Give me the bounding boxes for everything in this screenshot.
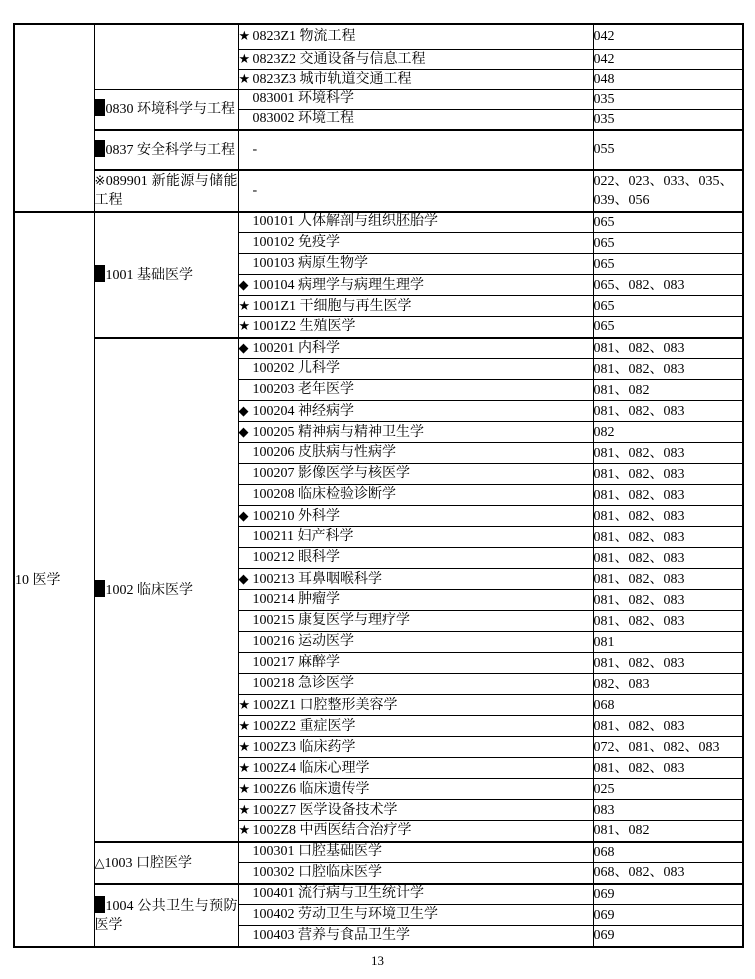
college-codes-text: 081、082 <box>593 823 650 839</box>
program-label: - <box>252 141 258 157</box>
discipline-group-cell <box>94 24 238 89</box>
program-cell <box>238 401 593 422</box>
discipline-label: 089901 新能源与储能工程 <box>94 174 238 208</box>
program-label: 100202 儿科学 <box>252 361 340 376</box>
college-codes-text: 022、023、033、035、039、056 <box>593 173 734 208</box>
college-codes-cell <box>593 275 743 296</box>
program-label: 100217 麻醉学 <box>252 655 340 670</box>
college-codes-text: 069 <box>593 907 615 923</box>
college-codes-cell <box>593 653 743 674</box>
program-cell <box>238 548 593 569</box>
program-cell <box>238 779 593 800</box>
college-codes-cell <box>593 800 743 821</box>
program-cell <box>238 800 593 821</box>
college-codes-text: 065 <box>593 298 615 314</box>
college-codes-cell <box>593 464 743 485</box>
college-codes-cell <box>593 842 743 863</box>
program-label: 100210 外科学 <box>252 508 340 524</box>
program-label: 100103 病原生物学 <box>252 256 368 271</box>
college-codes-cell <box>593 695 743 716</box>
star-icon: ★ <box>238 780 251 796</box>
discipline-group-cell <box>94 212 238 338</box>
program-cell <box>238 758 593 779</box>
program-label: 1002Z1 口腔整形美容学 <box>252 697 398 713</box>
program-label: 100214 肿瘤学 <box>252 592 340 607</box>
college-codes-text: 081、082、083 <box>593 466 685 482</box>
program-label: 100301 口腔基础医学 <box>252 844 382 860</box>
program-label: 1002Z8 中西医结合治疗学 <box>252 823 412 839</box>
table-row <box>14 842 743 863</box>
discipline-group-cell <box>94 842 238 884</box>
college-codes-text: 081、082、083 <box>593 529 685 545</box>
college-codes-text: 082 <box>593 424 615 440</box>
college-codes-cell <box>593 506 743 527</box>
discipline-table <box>13 23 744 948</box>
college-codes-text: 081、082、083 <box>593 550 685 566</box>
program-cell <box>238 170 593 212</box>
college-codes-text: 069 <box>593 886 615 902</box>
program-cell <box>238 590 593 611</box>
program-cell <box>238 905 593 926</box>
star-icon: ★ <box>238 822 251 838</box>
black-bar-icon <box>95 580 105 597</box>
discipline-group-cell <box>94 130 238 170</box>
program-cell <box>238 611 593 632</box>
category-cell <box>14 24 94 212</box>
star-icon: ★ <box>238 738 251 754</box>
star-icon: ★ <box>238 717 251 733</box>
college-codes-text: 025 <box>593 781 615 797</box>
college-codes-text: 065 <box>593 319 615 335</box>
star-icon: ★ <box>238 759 251 775</box>
program-label: 100207 影像医学与核医学 <box>252 466 410 481</box>
college-codes-cell <box>593 401 743 422</box>
program-cell <box>238 296 593 317</box>
college-codes-cell <box>593 69 743 89</box>
college-codes-text: 081、082、083 <box>593 655 685 671</box>
program-cell <box>238 926 593 947</box>
college-codes-text: 068 <box>593 844 615 860</box>
program-cell <box>238 653 593 674</box>
program-label: 100211 妇产科学 <box>252 529 354 544</box>
program-cell <box>238 109 593 130</box>
college-codes-cell <box>593 233 743 254</box>
college-codes-cell <box>593 359 743 380</box>
college-codes-text: 081、082、083 <box>593 571 685 587</box>
program-label: 100201 内科学 <box>252 340 340 356</box>
program-label: 1002Z7 医学设备技术学 <box>252 802 398 818</box>
diamond-icon: ◆ <box>238 276 249 292</box>
discipline-group-cell <box>94 170 238 212</box>
college-codes-cell <box>593 49 743 69</box>
program-label: 100208 临床检验诊断学 <box>252 487 396 502</box>
program-cell <box>238 674 593 695</box>
college-codes-cell <box>593 674 743 695</box>
college-codes-text: 081、082、083 <box>593 403 685 419</box>
college-codes-cell <box>593 779 743 800</box>
table-row <box>14 89 743 109</box>
program-label: 1002Z3 临床药学 <box>252 739 356 755</box>
college-codes-text: 081、082、083 <box>593 508 685 524</box>
program-label: 100104 病理学与病理生理学 <box>252 277 424 293</box>
college-codes-cell <box>593 254 743 275</box>
table-row <box>14 884 743 905</box>
discipline-group-cell <box>94 89 238 130</box>
college-codes-cell <box>593 212 743 233</box>
program-cell <box>238 24 593 49</box>
black-bar-icon <box>95 896 105 913</box>
college-codes-cell <box>593 24 743 49</box>
college-codes-cell <box>593 338 743 359</box>
program-label: 100212 眼科学 <box>252 550 340 565</box>
college-codes-cell <box>593 611 743 632</box>
college-codes-text: 081、082、083 <box>593 760 685 776</box>
star-icon: ★ <box>238 318 251 334</box>
college-codes-cell <box>593 905 743 926</box>
college-codes-cell <box>593 443 743 464</box>
program-label: 083002 环境工程 <box>252 111 354 126</box>
program-cell <box>238 695 593 716</box>
program-cell <box>238 485 593 506</box>
college-codes-cell <box>593 590 743 611</box>
program-label: 100204 神经病学 <box>252 403 354 419</box>
program-label: 100403 营养与食品卫生学 <box>252 927 410 943</box>
college-codes-text: 081、082、083 <box>593 718 685 734</box>
program-label: 100101 人体解剖与组织胚胎学 <box>252 214 438 230</box>
program-cell <box>238 632 593 653</box>
college-codes-text: 072、081、082、083 <box>593 739 720 755</box>
program-cell <box>238 317 593 338</box>
college-codes-cell <box>593 527 743 548</box>
program-label: 0823Z2 交通设备与信息工程 <box>252 51 426 67</box>
program-cell <box>238 506 593 527</box>
program-cell <box>238 527 593 548</box>
reference-mark-icon: ※ <box>94 173 106 188</box>
program-cell <box>238 821 593 842</box>
table-row <box>14 212 743 233</box>
program-label: 100402 劳动卫生与环境卫生学 <box>252 907 438 922</box>
star-icon: ★ <box>238 28 251 44</box>
program-label: 083001 环境科学 <box>252 91 354 106</box>
black-bar-icon <box>95 99 105 116</box>
program-cell <box>238 359 593 380</box>
discipline-label: 1001 基础医学 <box>105 267 193 283</box>
table-row <box>14 24 743 49</box>
college-codes-text: 065 <box>593 214 615 230</box>
program-label: 100218 急诊医学 <box>252 676 354 691</box>
college-codes-cell <box>593 422 743 443</box>
program-label: 100302 口腔临床医学 <box>252 864 382 880</box>
program-cell <box>238 842 593 863</box>
college-codes-text: 048 <box>593 71 615 87</box>
discipline-label: 1002 临床医学 <box>105 582 193 598</box>
college-codes-cell <box>593 926 743 947</box>
black-bar-icon <box>95 140 105 157</box>
diamond-icon: ◆ <box>238 423 249 439</box>
discipline-label: 1003 口腔医学 <box>104 855 192 871</box>
college-codes-cell <box>593 569 743 590</box>
program-label: 1002Z2 重症医学 <box>252 718 356 734</box>
table-row <box>14 130 743 170</box>
diamond-icon: ◆ <box>238 570 249 586</box>
program-cell <box>238 89 593 109</box>
college-codes-cell <box>593 737 743 758</box>
star-icon: ★ <box>238 50 251 66</box>
college-codes-text: 083 <box>593 802 615 818</box>
college-codes-text: 068 <box>593 697 615 713</box>
college-codes-cell <box>593 380 743 401</box>
program-label: 1002Z4 临床心理学 <box>252 760 370 776</box>
college-codes-cell <box>593 485 743 506</box>
program-cell <box>238 69 593 89</box>
college-codes-cell <box>593 130 743 170</box>
college-codes-cell <box>593 884 743 905</box>
table-row <box>14 170 743 212</box>
college-codes-text: 081、082、083 <box>593 592 685 608</box>
program-cell <box>238 863 593 884</box>
program-label: 100102 免疫学 <box>252 235 340 250</box>
program-cell <box>238 443 593 464</box>
program-cell <box>238 716 593 737</box>
college-codes-text: 035 <box>593 91 615 107</box>
star-icon: ★ <box>238 297 251 313</box>
diamond-icon: ◆ <box>238 507 249 523</box>
program-label: 100216 运动医学 <box>252 634 354 649</box>
program-label: 1001Z1 干细胞与再生医学 <box>252 298 412 314</box>
discipline-group-cell <box>94 884 238 947</box>
college-codes-text: 042 <box>593 51 615 67</box>
college-codes-cell <box>593 821 743 842</box>
program-cell <box>238 254 593 275</box>
college-codes-text: 081、082、083 <box>593 445 685 461</box>
triangle-icon: △ <box>94 854 105 870</box>
college-codes-text: 081、082 <box>593 382 650 398</box>
college-codes-cell <box>593 89 743 109</box>
diamond-icon: ◆ <box>238 339 249 355</box>
program-cell <box>238 464 593 485</box>
category-label: 10 医学 <box>15 573 61 588</box>
program-cell <box>238 233 593 254</box>
college-codes-text: 081、082、083 <box>593 613 685 629</box>
college-codes-text: 081、082、083 <box>593 361 685 377</box>
program-label: 100203 老年医学 <box>252 382 354 397</box>
black-bar-icon <box>95 265 105 282</box>
program-label: 100401 流行病与卫生统计学 <box>252 886 424 902</box>
program-cell <box>238 737 593 758</box>
college-codes-text: 069 <box>593 928 615 944</box>
program-cell <box>238 422 593 443</box>
page-number: 13 <box>371 953 384 968</box>
college-codes-text: 065、082、083 <box>593 277 685 293</box>
college-codes-text: 065 <box>593 235 615 251</box>
college-codes-text: 035 <box>593 111 615 127</box>
college-codes-text: 081、082、083 <box>593 340 685 356</box>
college-codes-text: 042 <box>593 29 615 45</box>
table-row <box>14 338 743 359</box>
college-codes-text: 081 <box>593 634 615 650</box>
program-label: 100215 康复医学与理疗学 <box>252 613 410 628</box>
college-codes-cell <box>593 716 743 737</box>
college-codes-cell <box>593 109 743 130</box>
program-label: 1002Z6 临床遗传学 <box>252 781 370 797</box>
diamond-icon: ◆ <box>238 402 249 418</box>
category-cell <box>14 212 94 947</box>
program-label: 1001Z2 生殖医学 <box>252 319 356 335</box>
college-codes-text: 081、082、083 <box>593 487 685 503</box>
college-codes-cell <box>593 317 743 338</box>
college-codes-text: 055 <box>593 142 615 157</box>
program-cell <box>238 212 593 233</box>
program-cell <box>238 49 593 69</box>
discipline-label: 0837 安全科学与工程 <box>105 142 235 158</box>
program-cell <box>238 569 593 590</box>
program-label: 100205 精神病与精神卫生学 <box>252 424 424 440</box>
star-icon: ★ <box>238 70 251 86</box>
program-label: 100213 耳鼻咽喉科学 <box>252 571 382 587</box>
program-label: 0823Z3 城市轨道交通工程 <box>252 71 412 87</box>
discipline-group-cell <box>94 338 238 842</box>
program-cell <box>238 130 593 170</box>
program-label: 0823Z1 物流工程 <box>252 29 356 45</box>
college-codes-cell <box>593 863 743 884</box>
college-codes-cell <box>593 170 743 212</box>
college-codes-text: 068、082、083 <box>593 865 685 881</box>
star-icon: ★ <box>238 696 251 712</box>
program-label: 100206 皮肤病与性病学 <box>252 445 396 460</box>
program-cell <box>238 380 593 401</box>
college-codes-cell <box>593 296 743 317</box>
program-cell <box>238 275 593 296</box>
program-label: - <box>252 182 258 198</box>
discipline-label: 0830 环境科学与工程 <box>105 102 235 117</box>
college-codes-cell <box>593 632 743 653</box>
program-cell <box>238 338 593 359</box>
star-icon: ★ <box>238 801 251 817</box>
college-codes-text: 082、083 <box>593 676 650 692</box>
college-codes-cell <box>593 548 743 569</box>
college-codes-text: 065 <box>593 256 615 272</box>
discipline-label: 1004 公共卫生与预防医学 <box>94 898 238 933</box>
program-cell <box>238 884 593 905</box>
college-codes-cell <box>593 758 743 779</box>
